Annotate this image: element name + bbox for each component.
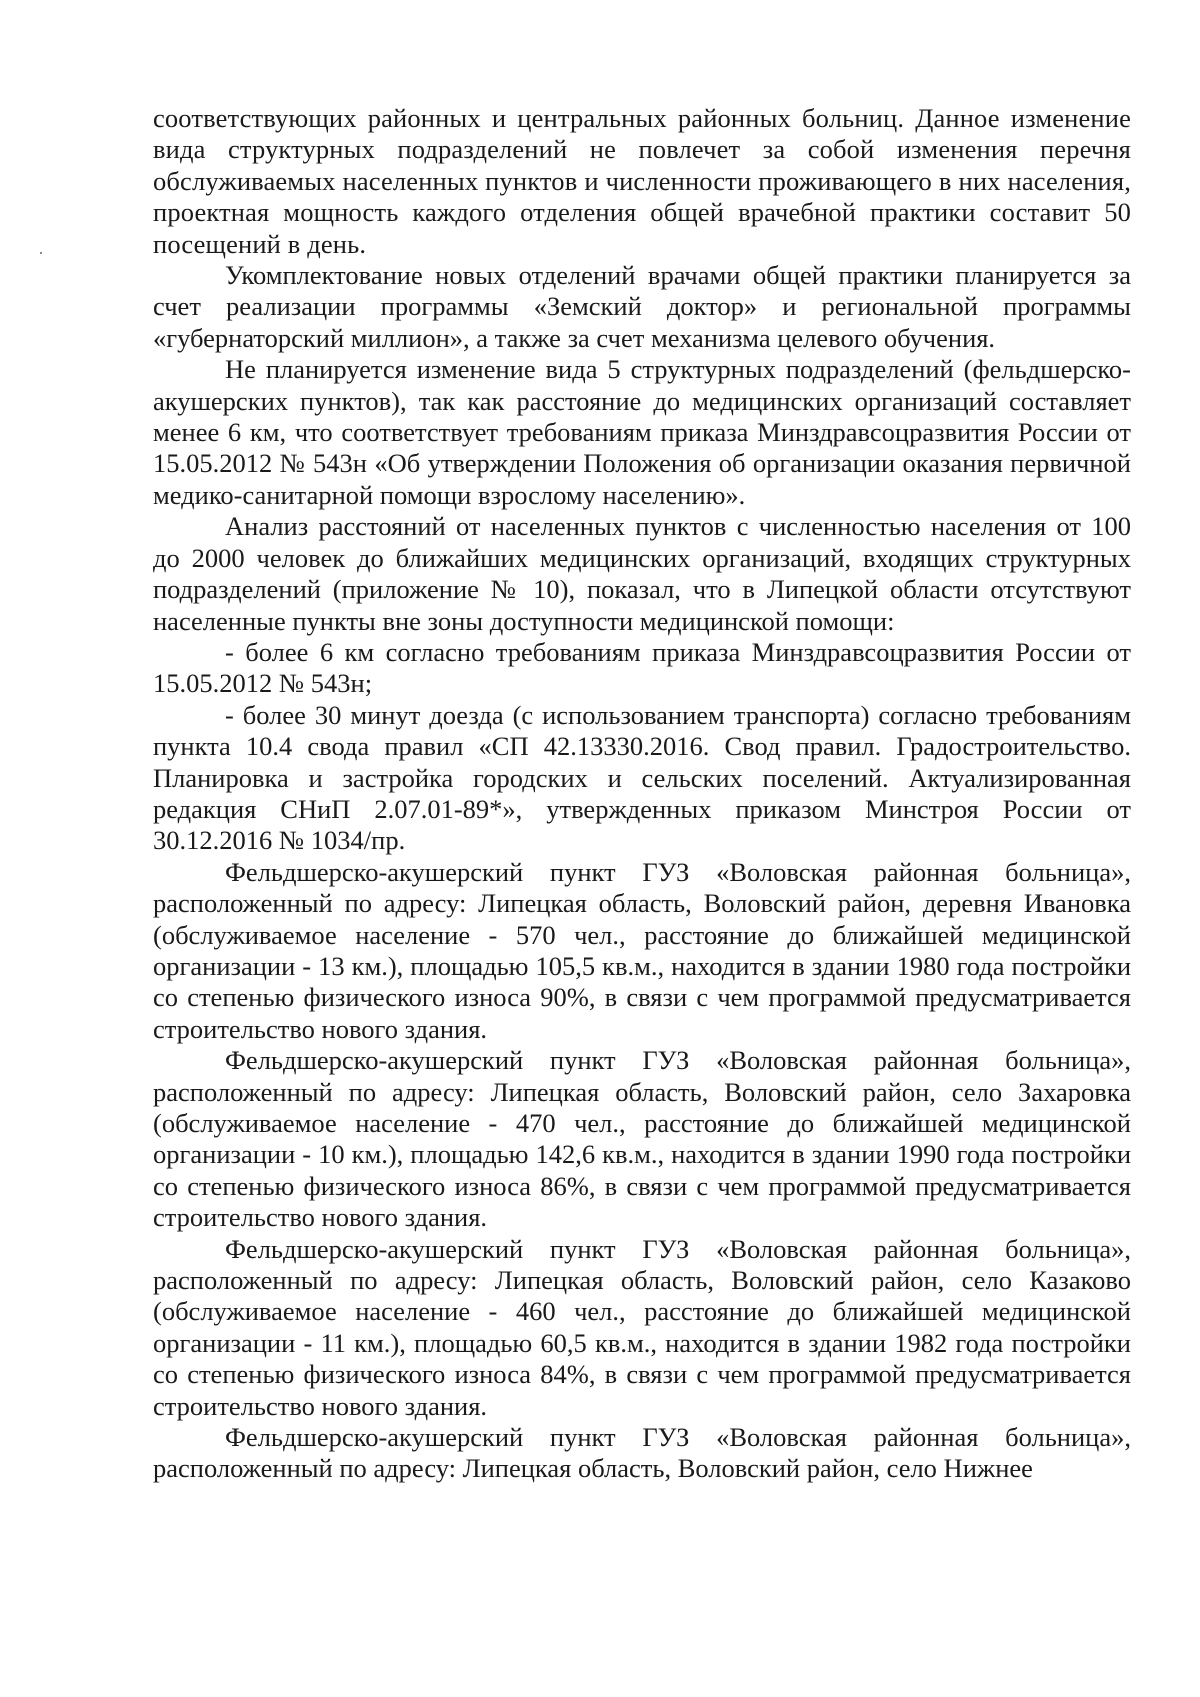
list-item-30min: - более 30 минут доезда (с использованием транспорта) согласно требованиям пункта 10.4 свода правил «СП 42.13330.2016. Свод правил. Градостроительство. Планировка и застройка городских и сельских поселений. Актуализированная редакция СНиП 2.07.01-89*», утвержденных приказом Минстроя России от 30.12.2016 № 1034/пр. — [153, 699, 1131, 856]
scan-speck — [40, 252, 42, 254]
list-item-6km: - более 6 км согласно требованиям приказа Минздравсоцразвития России от 15.05.2012 № 543н; — [153, 636, 1131, 699]
paragraph-fap-nizhnee: Фельдшерско-акушерский пункт ГУЗ «Воловская районная больница», расположенный по адресу: Липецкая область, Воловский район, село Нижнее — [153, 1422, 1131, 1484]
paragraph-fap-kazakovo: Фельдшерско-акушерский пункт ГУЗ «Воловская районная больница», расположенный по адресу: Липецкая область, Воловский район, село Казаково (обслуживаемое население - 460 чел., расстояние до ближайшей медицинской организации - 11 км.), площадью 60,5 кв.м., находится в здании 1982 года постройки со степенью физического износа 84%, в связи с чем программой предусматривается строительство нового здания. — [153, 1233, 1131, 1421]
paragraph-distance-analysis: Анализ расстояний от населенных пунктов с численностью населения от 100 до 2000 человек до ближайших медицинских организаций, входящих структурных подразделений (приложение № 10), показал, что в Липецкой области отсутствуют населенные пункты вне зоны доступности медицинской помощи: — [153, 511, 1131, 636]
paragraph-fap-ivanovka: Фельдшерско-акушерский пункт ГУЗ «Воловская районная больница», расположенный по адресу: Липецкая область, Воловский район, деревня Ивановка (обслуживаемое население - 570 чел., расстояние до ближайшей медицинской организации - 13 км.), площадью 105,5 кв.м., находится в здании 1980 года постройки со степенью физического износа 90%, в связи с чем программой предусматривается строительство нового здания. — [153, 856, 1131, 1044]
paragraph-no-change: Не планируется изменение вида 5 структурных подразделений (фельдшерско-акушерских пунктов), так как расстояние до медицинских организаций составляет менее 6 км, что соответствует требованиям приказа Минздравсоцразвития России от 15.05.2012 № 543н «Об утверждении Положения об организации оказания первичной медико-санитарной помощи взрослому населению». — [153, 354, 1131, 510]
paragraph-staffing: Укомплектование новых отделений врачами общей практики планируется за счет реализации программы «Земский доктор» и региональной программы «губернаторский миллион», а также за счет механизма целевого обучения. — [153, 260, 1131, 353]
document-body — [153, 103, 1131, 1485]
paragraph-continuation: соответствующих районных и центральных районных больниц. Данное изменение вида структурных подразделений не повлечет за собой изменения перечня обслуживаемых населенных пунктов и численности проживающего в них населения, проектная мощность каждого отделения общей врачебной практики составит 50 посещений в день. — [153, 103, 1131, 259]
paragraph-fap-zakharovka: Фельдшерско-акушерский пункт ГУЗ «Воловская районная больница», расположенный по адресу: Липецкая область, Воловский район, село Захаровка (обслуживаемое население - 470 чел., расстояние до ближайшей медицинской организации - 10 км.), площадью 142,6 кв.м., находится в здании 1990 года постройки со степенью физического износа 86%, в связи с чем программой предусматривается строительство нового здания. — [153, 1045, 1131, 1233]
